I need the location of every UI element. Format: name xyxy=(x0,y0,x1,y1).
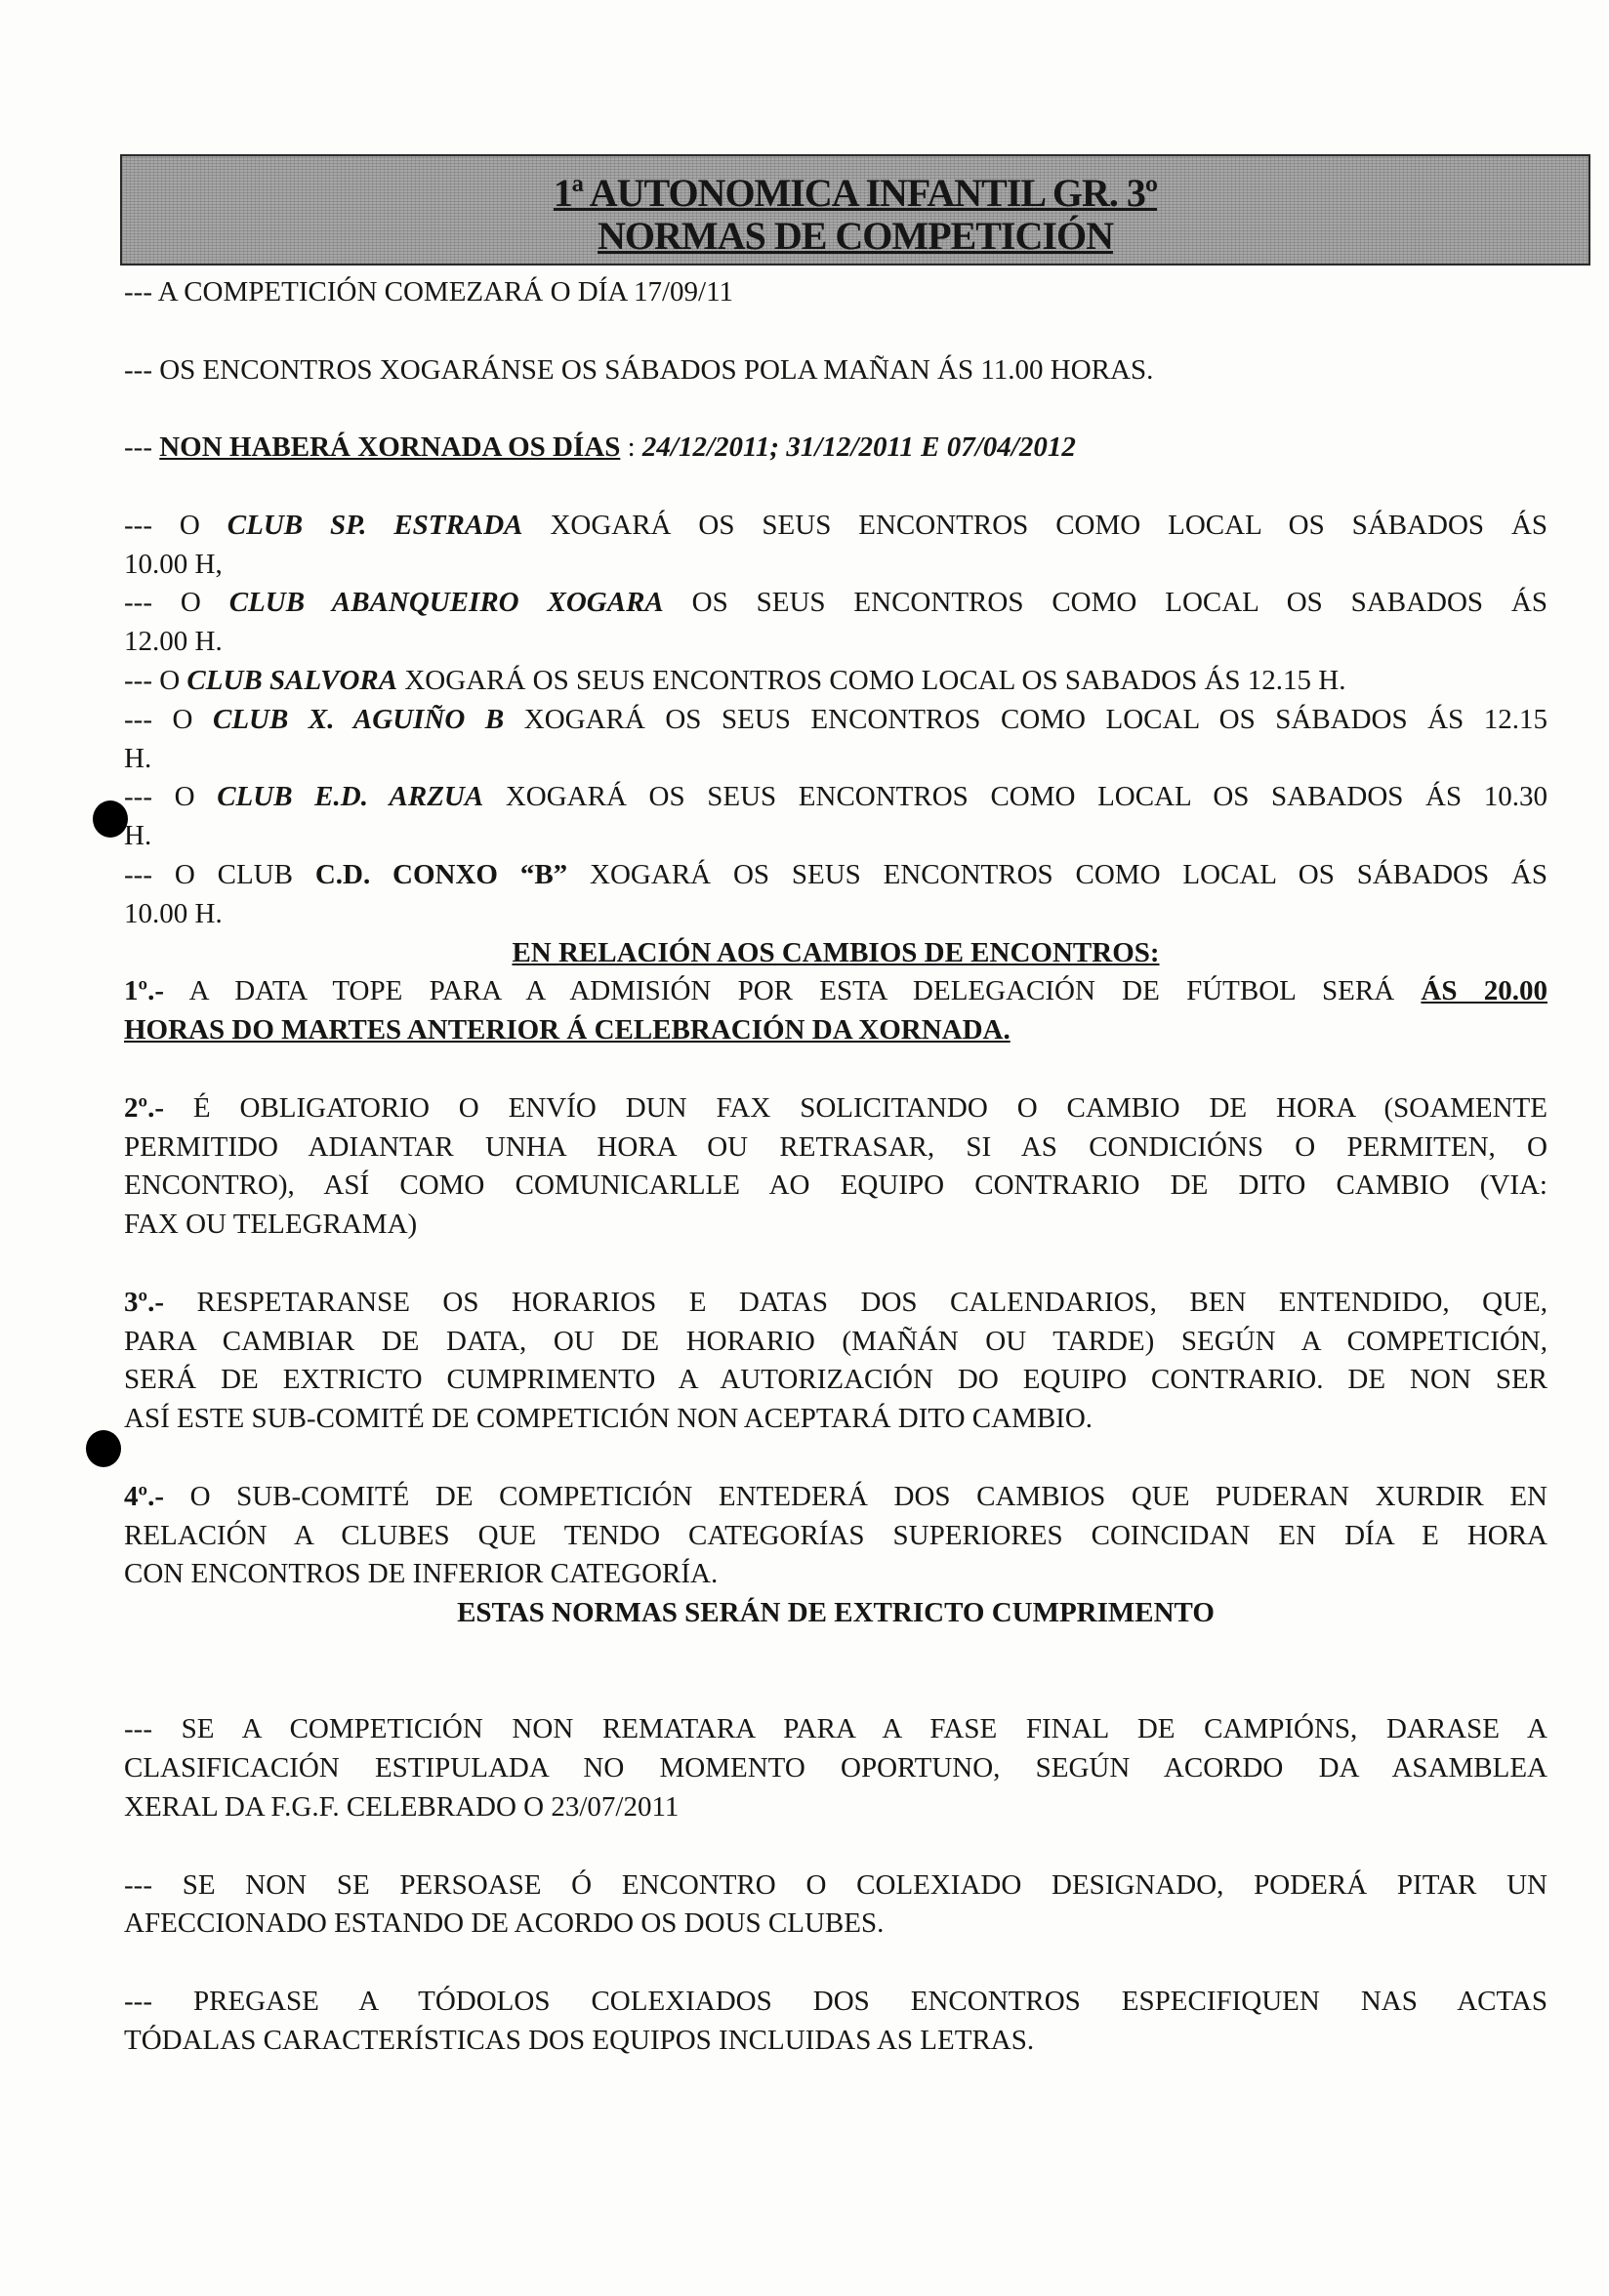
paragraph-line: XERAL DA F.G.F. CELEBRADO O 23/07/2011 xyxy=(124,1791,680,1824)
title-line-2: NORMAS DE COMPETICIÓN xyxy=(598,214,1113,258)
rule-line: 3º.- RESPETARANSE OS HORARIOS E DATAS DOS CALENDARIOS, BEN ENTENDIDO, QUE, xyxy=(124,1286,1548,1318)
final-paragraph-1 xyxy=(124,1710,1547,1826)
rule-line: CON ENCONTROS DE INFERIOR CATEGORÍA. xyxy=(124,1558,719,1590)
club-schedule-line: --- O CLUB E.D. ARZUA XOGARÁ OS SEUS ENCONTROS COMO LOCAL OS SABADOS ÁS 10.30 xyxy=(124,781,1547,813)
rule-4 xyxy=(124,1478,1547,1594)
rule-line: PERMITIDO ADIANTAR UNHA HORA OU RETRASAR, SI AS CONDICIÓNS O PERMITEN, O xyxy=(124,1130,1547,1163)
rule-2 xyxy=(124,1089,1547,1245)
club-schedule-line: --- O CLUB ABANQUEIRO XOGARA OS SEUS ENCONTROS COMO LOCAL OS SABADOS ÁS xyxy=(124,587,1548,619)
club-schedule-line-cont: 10.00 H. xyxy=(124,897,223,929)
document-body xyxy=(124,273,1547,2061)
rule-1-line: HORAS DO MARTES ANTERIOR Á CELEBRACIÓN DA XORNADA. xyxy=(124,1014,1011,1046)
club-name: CLUB ABANQUEIRO XOGARA xyxy=(228,587,664,619)
no-round-line: --- NON HABERÁ XORNADA OS DÍAS : 24/12/2011; 31/12/2011 E 07/04/2012 xyxy=(124,431,1076,464)
rule-line: 4º.- O SUB-COMITÉ DE COMPETICIÓN ENTEDERÁ DOS CAMBIOS QUE PUDERAN XURDIR EN xyxy=(124,1480,1548,1512)
punch-hole-mark xyxy=(86,1430,121,1467)
paragraph-line: AFECCIONADO ESTANDO DE ACORDO OS DOUS CLUBES. xyxy=(124,1907,885,1940)
rule-line: RELACIÓN A CLUBES QUE TENDO CATEGORÍAS SUPERIORES COINCIDAN EN DÍA E HORA xyxy=(124,1519,1547,1551)
final-paragraph-2 xyxy=(124,1866,1547,1945)
start-date-line: --- A COMPETICIÓN COMEZARÁ O DÍA 17/09/11 xyxy=(124,276,734,308)
club-name: CLUB X. AGUIÑO B xyxy=(213,703,505,735)
paragraph-line: --- SE A COMPETICIÓN NON REMATARA PARA A FASE FINAL DE CAMPIÓNS, DARASE A xyxy=(124,1713,1547,1745)
closing-statement: ESTAS NORMAS SERÁN DE EXTRICTO CUMPRIMENTO xyxy=(457,1597,1215,1629)
club-name: CLUB SP. ESTRADA xyxy=(227,509,523,541)
paragraph-line: --- SE NON SE PERSOASE Ó ENCONTRO O COLEXIADO DESIGNADO, PODERÁ PITAR UN xyxy=(124,1868,1547,1901)
rule-line: ASÍ ESTE SUB-COMITÉ DE COMPETICIÓN NON ACEPTARÁ DITO CAMBIO. xyxy=(124,1403,1093,1435)
club-schedule-line-cont: 10.00 H, xyxy=(124,548,223,580)
rule-1-line: 1º.- A DATA TOPE PARA A ADMISIÓN POR ESTA DELEGACIÓN DE FÚTBOL SERÁ ÁS 20.00 xyxy=(124,975,1547,1007)
final-paragraph-3 xyxy=(124,1983,1547,2061)
rule-3 xyxy=(124,1284,1547,1439)
rule-line: ENCONTRO), ASÍ COMO COMUNICARLLE AO EQUIPO CONTRARIO DE DITO CAMBIO (VIA: xyxy=(124,1169,1547,1202)
schedule-line: --- OS ENCONTROS XOGARÁNSE OS SÁBADOS POLA MAÑAN ÁS 11.00 HORAS. xyxy=(124,353,1154,386)
title-banner xyxy=(120,154,1590,266)
club-name: CLUB SALVORA xyxy=(186,664,398,696)
club-schedule-line-cont: H. xyxy=(124,820,152,852)
club-name: CLUB E.D. ARZUA xyxy=(217,781,484,813)
paragraph-line: --- PREGASE A TÓDOLOS COLEXIADOS DOS ENCONTROS ESPECIFIQUEN NAS ACTAS xyxy=(124,1986,1547,2018)
rule-line: FAX OU TELEGRAMA) xyxy=(124,1209,418,1241)
club-schedule-line-cont: 12.00 H. xyxy=(124,626,223,658)
club-schedule-line: --- O CLUB X. AGUIÑO B XOGARÁ OS SEUS ENCONTROS COMO LOCAL OS SÁBADOS ÁS 12.15 xyxy=(124,703,1548,735)
changes-heading: EN RELACIÓN AOS CAMBIOS DE ENCONTROS: xyxy=(512,936,1160,968)
punch-hole-mark xyxy=(93,800,128,838)
rule-line: SERÁ DE EXTRICTO CUMPRIMENTO A AUTORIZACIÓN DO EQUIPO CONTRARIO. DE NON SER xyxy=(124,1364,1547,1396)
club-schedule-line-cont: H. xyxy=(124,742,152,774)
club-name: C.D. CONXO “B” xyxy=(314,858,568,890)
rule-line: 2º.- É OBLIGATORIO O ENVÍO DUN FAX SOLICITANDO O CAMBIO DE HORA (SOAMENTE xyxy=(124,1091,1548,1124)
paragraph-line: TÓDALAS CARACTERÍSTICAS DOS EQUIPOS INCLUIDAS AS LETRAS. xyxy=(124,2024,1035,2056)
club-schedule-list xyxy=(124,507,1547,934)
club-schedule-line: --- O CLUB SP. ESTRADA XOGARÁ OS SEUS ENCONTROS COMO LOCAL OS SÁBADOS ÁS xyxy=(124,509,1548,541)
paragraph-line: CLASIFICACIÓN ESTIPULADA NO MOMENTO OPORTUNO, SEGÚN ACORDO DA ASAMBLEA xyxy=(124,1752,1547,1784)
club-schedule-line: --- O CLUB SALVORA XOGARÁ OS SEUS ENCONTROS COMO LOCAL OS SABADOS ÁS 12.15 H. xyxy=(124,664,1346,696)
rule-line: PARA CAMBIAR DE DATA, OU DE HORARIO (MAÑÁN OU TARDE) SEGÚN A COMPETICIÓN, xyxy=(124,1325,1547,1357)
title-line-1: 1ª AUTONOMICA INFANTIL GR. 3º xyxy=(553,171,1158,215)
club-schedule-line: --- O CLUB C.D. CONXO “B” XOGARÁ OS SEUS ENCONTROS COMO LOCAL OS SÁBADOS ÁS xyxy=(124,858,1548,890)
